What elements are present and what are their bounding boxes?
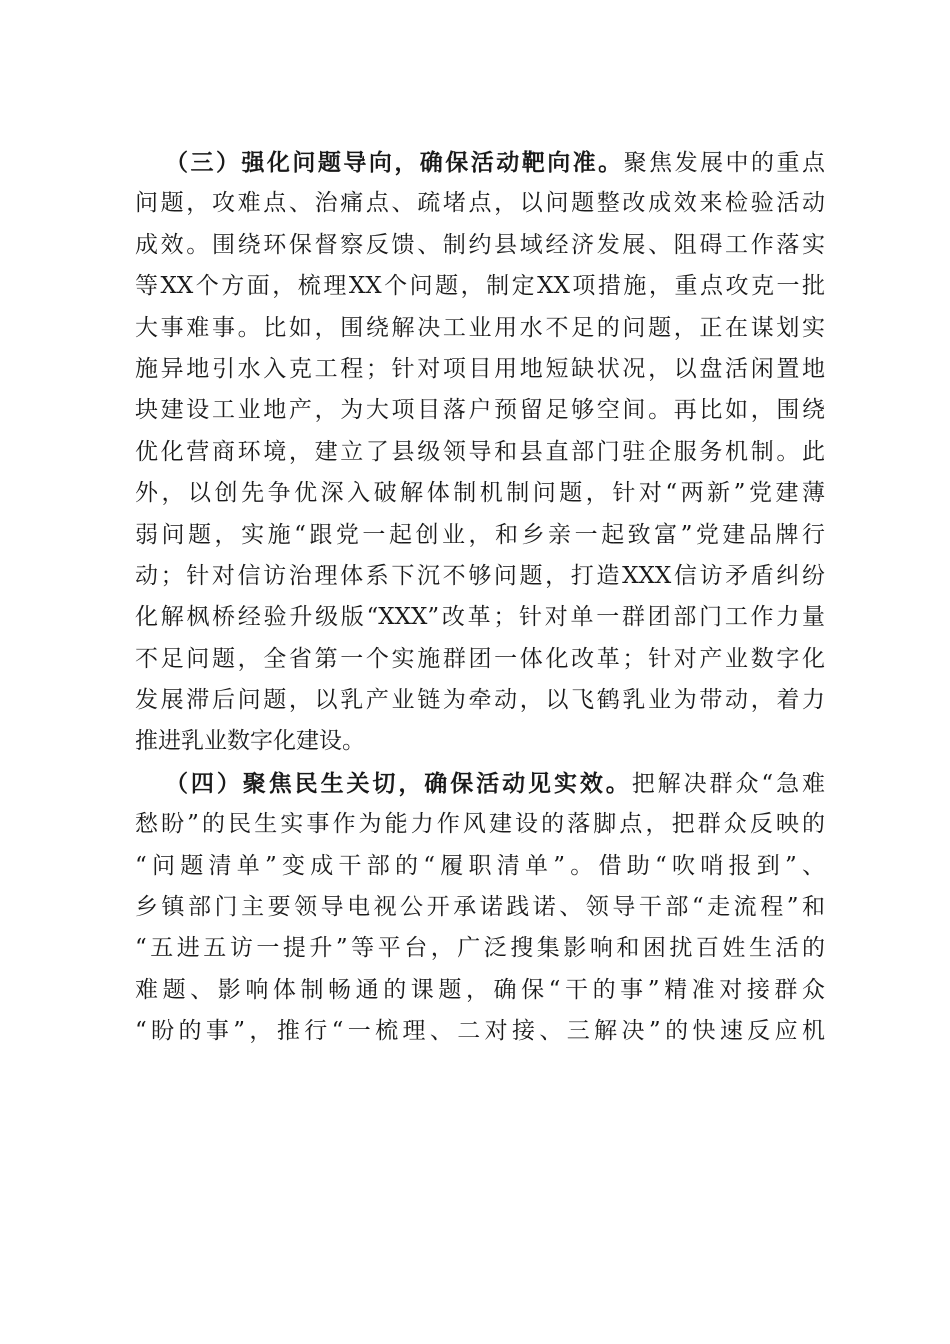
paragraph-line: 愁盼”的民生实事作为能力作风建设的落脚点，把群众反映的 [135,811,825,838]
paragraph-line: 问题，攻难点、治痛点、疏堵点，以问题整改成效来检验活动 [135,190,825,217]
paragraph-line: 难题、影响体制畅通的课题，确保“干的事”精准对接群众 [135,976,825,1003]
paragraph-line: “五进五访一提升”等平台，广泛搜集影响和困扰百姓生活的 [135,935,825,962]
paragraph-line: 弱问题，实施“跟党一起创业，和乡亲一起致富”党建品牌行 [135,521,825,548]
document-body [135,142,825,1053]
paragraph-line: 外，以创先争优深入破解体制机制问题，针对“两新”党建薄 [135,480,825,507]
paragraph-line [135,142,825,183]
paragraph-line: “问题清单”变成干部的“履职清单”。借助“吹哨报到”、 [135,852,825,879]
section-heading-three: （三）强化问题导向，确保活动靶向准。 [165,149,624,176]
paragraph-line: 等XX个方面，梳理XX个问题，制定XX项措施，重点攻克一批 [135,273,825,300]
paragraph-line: 成效。围绕环保督察反馈、制约县域经济发展、阻碍工作落实 [135,231,825,258]
paragraph-line: 化解枫桥经验升级版“XXX”改革；针对单一群团部门工作力量 [135,604,825,631]
paragraph-line: “盼的事”，推行“一梳理、二对接、三解决”的快速反应机 [135,1018,825,1045]
paragraph-line: 动；针对信访治理体系下沉不够问题，打造XXX信访矛盾纠纷 [135,562,825,589]
paragraph-line: 发展滞后问题，以乳产业链为牵动，以飞鹤乳业为带动，着力 [135,687,825,714]
paragraph-four [135,763,825,1053]
line-text: 聚焦发展中的重点 [623,150,826,176]
paragraph-line: 不足问题，全省第一个实施群团一体化改革；针对产业数字化 [135,645,825,672]
paragraph-line: 乡镇部门主要领导电视公开承诺践诺、领导干部“走流程”和 [135,894,825,921]
paragraph-line: 大事难事。比如，围绕解决工业用水不足的问题，正在谋划实 [135,314,825,341]
line-text: 把解决群众“急难 [631,770,825,797]
section-heading-four: （四）聚焦民生关切，确保活动见实效。 [165,769,632,797]
paragraph-line: 块建设工业地产，为大项目落户预留足够空间。再比如，围绕 [135,397,825,424]
paragraph-line: 推进乳业数字化建设。 [135,728,365,755]
paragraph-line: 优化营商环境，建立了县级领导和县直部门驻企服务机制。此 [135,438,825,465]
paragraph-three [135,142,825,763]
paragraph-line: 施异地引水入克工程；针对项目用地短缺状况，以盘活闲置地 [135,355,825,382]
paragraph-line [135,763,825,804]
